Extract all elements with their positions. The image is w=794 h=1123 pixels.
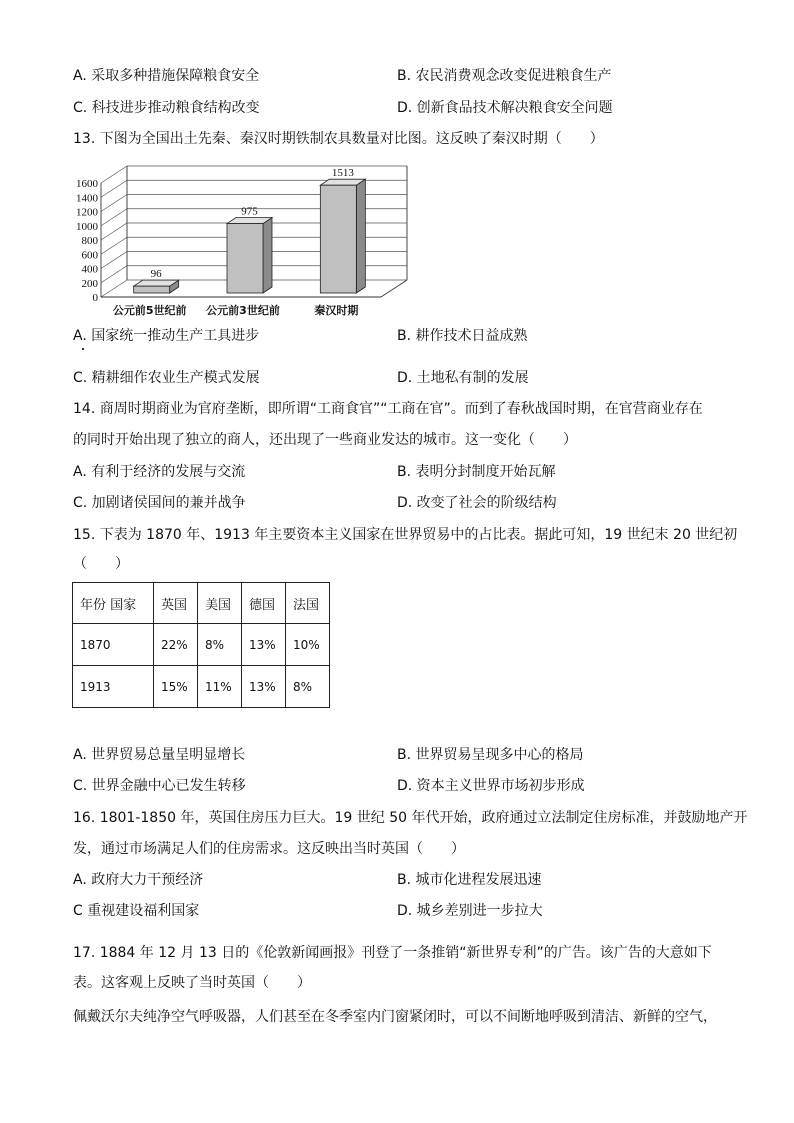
q15-option-c[interactable]: C. 世界金融中心已发生转移: [73, 778, 246, 794]
q15-stem-line-1: 15. 下表为 1870 年、1913 年主要资本主义国家在世界贸易中的占比表。据此可知，19 世纪末 20 世纪初: [73, 527, 738, 543]
chart-bar: [320, 167, 365, 293]
chart-y-tick-labels: [76, 178, 99, 304]
q13-option-c[interactable]: C. 精耕细作农业生产模式发展: [73, 370, 260, 386]
q14-option-d[interactable]: D. 改变了社会的阶级结构: [397, 495, 557, 511]
table-cell: 11%: [198, 666, 242, 708]
stray-dot: [82, 348, 84, 350]
chart-bar-front: [320, 185, 356, 293]
chart-bar-side: [263, 218, 272, 293]
chart-bars: [134, 167, 366, 293]
chart-y-tick-label: 400: [81, 263, 98, 276]
q16-option-d[interactable]: D. 城乡差别进一步拉大: [397, 903, 543, 919]
trade-share-table: [72, 582, 330, 708]
chart-data-label: 96: [150, 268, 162, 281]
table-row: [73, 666, 330, 708]
chart-side-gridline: [101, 166, 127, 183]
q13-option-a[interactable]: A. 国家统一推动生产工具进步: [73, 328, 260, 344]
q17-stem-line-3: 佩戴沃尔夫纯净空气呼吸器，人们甚至在冬季室内门窗紧闭时，可以不间断地呼吸到清洁、新鲜的空气，: [73, 1009, 717, 1025]
table-cell: 10%: [286, 624, 330, 666]
q14-stem-line-1: 14. 商周时期商业为官府垄断，即所谓“工商食官”“工商在官”。而到了春秋战国时期，在官营商业存在: [73, 401, 703, 417]
chart-x-tick-label: 公元前3世纪前: [206, 304, 280, 317]
chart-bar-front: [227, 224, 263, 293]
table-cell: 22%: [154, 624, 198, 666]
table-cell: 1913: [73, 666, 154, 708]
chart-side-gridline: [101, 180, 127, 197]
table-cell: 13%: [242, 624, 286, 666]
q14-option-b[interactable]: B. 表明分封制度开始瓦解: [397, 464, 556, 480]
table-cell: 13%: [242, 666, 286, 708]
chart-y-tick-label: 1600: [76, 178, 98, 190]
chart-side-gridline: [101, 280, 127, 297]
table-header-row: [73, 583, 330, 624]
chart-side-gridline: [101, 223, 127, 240]
chart-y-tick-label: 1400: [76, 192, 98, 205]
table-header-cell: 年份 国家: [73, 583, 154, 624]
q12-option-a[interactable]: A. 采取多种措施保障粮食安全: [73, 68, 260, 84]
chart-y-tick-label: 800: [81, 235, 98, 247]
table-header-cell: 英国: [154, 583, 198, 624]
chart-side-gridline: [101, 252, 127, 269]
q15-stem-line-2: （ ）: [73, 556, 129, 572]
chart-side-gridline: [101, 209, 127, 226]
q15-option-d[interactable]: D. 资本主义世界市场初步形成: [397, 778, 585, 794]
chart-bar-side: [356, 179, 365, 293]
chart-side-gridline: [101, 195, 127, 212]
chart-x-tick-label: 秦汉时期: [314, 304, 359, 317]
q16-option-b[interactable]: B. 城市化进程发展迅速: [397, 872, 542, 888]
chart-side-gridline: [101, 266, 127, 283]
chart-y-tick-label: 200: [81, 277, 98, 290]
table-cell: 8%: [286, 666, 330, 708]
q14-stem-line-2: 的同时开始出现了独立的商人，还出现了一些商业发达的城市。这一变化（ ）: [73, 432, 577, 448]
q15-option-b[interactable]: B. 世界贸易呈现多中心的格局: [397, 747, 584, 763]
q17-stem-line-2: 表。这客观上反映了当时英国（ ）: [73, 975, 311, 991]
q14-option-c[interactable]: C. 加剧诸侯国间的兼并战争: [73, 495, 246, 511]
q16-stem-line-1: 16. 1801-1850 年，英国住房压力巨大。19 世纪 50 年代开始，政府通过立法制定住房标准，并鼓励地产开: [73, 810, 748, 826]
q13-option-d[interactable]: D. 土地私有制的发展: [397, 370, 529, 386]
chart-x-tick-label: 公元前5世纪前: [112, 304, 187, 317]
chart-bar: [227, 206, 272, 293]
chart-side-gridline: [101, 237, 127, 254]
q12-option-b[interactable]: B. 农民消费观念改变促进粮食生产: [397, 68, 612, 84]
chart-y-tick-label: 1000: [76, 220, 98, 233]
table-header-cell: 法国: [286, 583, 330, 624]
q12-option-d[interactable]: D. 创新食品技术解决粮食安全问题: [397, 100, 613, 116]
table-cell: 8%: [198, 624, 242, 666]
q16-option-a[interactable]: A. 政府大力干预经济: [73, 872, 204, 888]
table-cell: 1870: [73, 624, 154, 666]
q14-option-a[interactable]: A. 有利于经济的发展与交流: [73, 464, 246, 480]
chart-data-label: 975: [241, 205, 258, 218]
q12-option-c[interactable]: C. 科技进步推动粮食结构改变: [73, 100, 260, 116]
chart-x-tick-labels: [113, 303, 358, 317]
q16-stem-line-2: 发，通过市场满足人们的住房需求。这反映出当时英国（ ）: [73, 841, 465, 857]
q13-option-b[interactable]: B. 耕作技术日益成熟: [397, 328, 528, 344]
iron-tools-bar-chart: [70, 158, 420, 323]
chart-bar-front: [134, 286, 170, 293]
table-header-cell: 美国: [198, 583, 242, 624]
table-row: [73, 624, 330, 666]
q13-stem: 13. 下图为全国出土先秦、秦汉时期铁制农具数量对比图。这反映了秦汉时期（ ）: [73, 131, 604, 147]
chart-data-label: 1513: [331, 167, 354, 180]
q15-option-a[interactable]: A. 世界贸易总量呈明显增长: [73, 747, 246, 763]
chart-floor-right-edge: [381, 280, 407, 297]
chart-y-tick-label: 0: [92, 292, 98, 304]
chart-bar: [134, 268, 179, 293]
table-cell: 15%: [154, 666, 198, 708]
chart-y-tick-label: 600: [81, 249, 98, 262]
chart-y-tick-label: 1200: [76, 206, 98, 219]
q16-option-c[interactable]: C 重视建设福利国家: [73, 903, 200, 919]
q17-stem-line-1: 17. 1884 年 12 月 13 日的《伦敦新闻画报》刊登了一条推销“新世界专利”的广告。该广告的大意如下: [73, 945, 712, 961]
table-header-cell: 德国: [242, 583, 286, 624]
